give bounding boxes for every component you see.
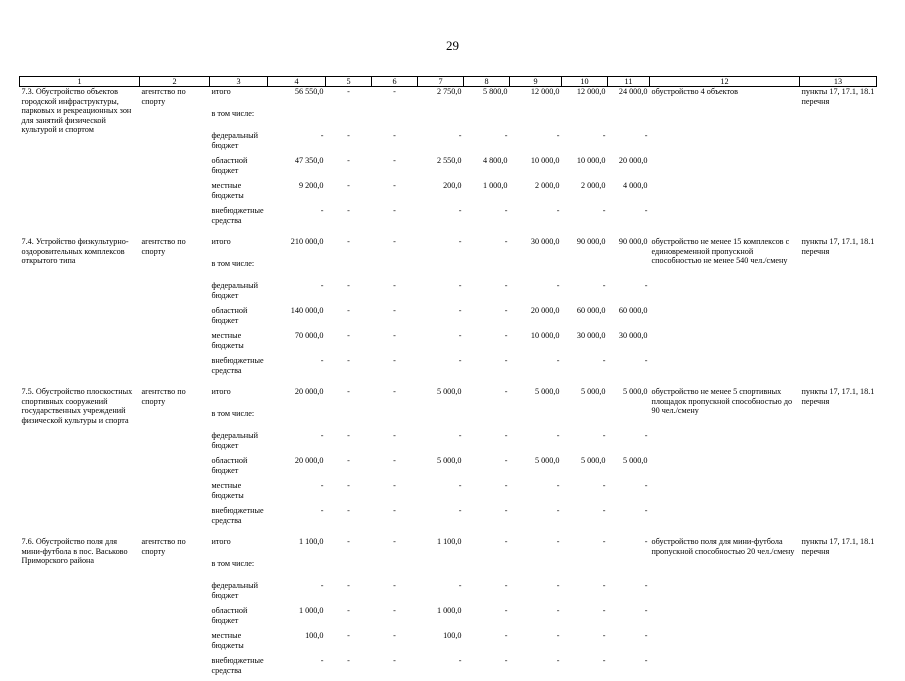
amount-cell: 210 000,0 — [268, 237, 326, 259]
amount-cell — [326, 109, 372, 131]
amount-cell: - — [418, 656, 464, 681]
amount-cell: - — [372, 306, 418, 331]
amount-cell: - — [510, 631, 562, 656]
amount-cell: - — [510, 506, 562, 531]
amount-cell: 60 000,0 — [562, 306, 608, 331]
amount-cell: - — [608, 631, 650, 656]
amount-cell: - — [562, 431, 608, 456]
amount-cell — [372, 259, 418, 281]
column-header: 3 — [210, 77, 268, 87]
amount-cell: - — [562, 206, 608, 231]
amount-cell: - — [326, 656, 372, 681]
amount-cell: - — [464, 131, 510, 156]
amount-cell: - — [418, 131, 464, 156]
amount-cell — [326, 409, 372, 431]
amount-cell: - — [464, 581, 510, 606]
amount-cell: - — [608, 606, 650, 631]
amount-cell: - — [372, 656, 418, 681]
funding-source-cell: местные бюджеты — [210, 331, 268, 356]
amount-cell: 12 000,0 — [562, 87, 608, 110]
funding-source-cell: итого — [210, 537, 268, 559]
measure-name: 7.4. Устройство физкультурно-оздоровительных комплексов открытого типа — [20, 237, 140, 381]
amount-cell: - — [326, 306, 372, 331]
amount-cell: - — [326, 631, 372, 656]
amount-cell — [372, 409, 418, 431]
amount-cell: 100,0 — [418, 631, 464, 656]
amount-cell: - — [562, 506, 608, 531]
amount-cell: - — [372, 356, 418, 381]
funding-source-cell: местные бюджеты — [210, 181, 268, 206]
amount-cell: - — [418, 431, 464, 456]
amount-cell: - — [464, 631, 510, 656]
funding-source-cell: федеральный бюджет — [210, 581, 268, 606]
amount-cell: - — [608, 656, 650, 681]
amount-cell: - — [510, 581, 562, 606]
amount-cell — [510, 109, 562, 131]
funding-source-cell: местные бюджеты — [210, 631, 268, 656]
column-header: 11 — [608, 77, 650, 87]
amount-cell: - — [372, 331, 418, 356]
amount-cell — [418, 109, 464, 131]
amount-cell: - — [608, 281, 650, 306]
amount-cell: - — [608, 481, 650, 506]
amount-cell: 5 000,0 — [510, 456, 562, 481]
amount-cell: - — [326, 237, 372, 259]
amount-cell — [608, 109, 650, 131]
funding-source-cell: в том числе: — [210, 559, 268, 581]
amount-cell — [268, 409, 326, 431]
amount-cell: - — [464, 356, 510, 381]
amount-cell: 24 000,0 — [608, 87, 650, 110]
amount-cell: - — [326, 181, 372, 206]
amount-cell — [562, 109, 608, 131]
amount-cell: 20 000,0 — [268, 456, 326, 481]
amount-cell: 20 000,0 — [510, 306, 562, 331]
column-header: 2 — [140, 77, 210, 87]
funding-source-cell: областной бюджет — [210, 156, 268, 181]
expected-result: обустройство не менее 15 комплексов с единовременной пропускной способностью не менее 540 чел./смену — [650, 237, 800, 381]
amount-cell: - — [464, 481, 510, 506]
amount-cell: - — [510, 431, 562, 456]
amount-cell: - — [562, 537, 608, 559]
amount-cell: - — [326, 356, 372, 381]
amount-cell — [464, 559, 510, 581]
amount-cell — [608, 559, 650, 581]
amount-cell: - — [464, 206, 510, 231]
amount-cell: - — [562, 656, 608, 681]
expected-result: обустройство 4 объектов — [650, 87, 800, 232]
basis-cell: пункты 17, 17.1, 18.1 перечня — [800, 387, 877, 531]
funding-source-cell: итого — [210, 87, 268, 110]
amount-cell: 5 800,0 — [464, 87, 510, 110]
amount-cell: 10 000,0 — [510, 156, 562, 181]
amount-cell: - — [372, 87, 418, 110]
amount-cell: - — [562, 281, 608, 306]
amount-cell: 20 000,0 — [608, 156, 650, 181]
amount-cell: 1 100,0 — [418, 537, 464, 559]
amount-cell: - — [268, 481, 326, 506]
column-header: 6 — [372, 77, 418, 87]
amount-cell: - — [372, 431, 418, 456]
amount-cell: 30 000,0 — [562, 331, 608, 356]
amount-cell: - — [372, 206, 418, 231]
amount-cell: - — [510, 537, 562, 559]
amount-cell: - — [464, 606, 510, 631]
amount-cell: 2 550,0 — [418, 156, 464, 181]
amount-cell: - — [510, 656, 562, 681]
funding-source-cell: итого — [210, 387, 268, 409]
amount-cell — [418, 409, 464, 431]
amount-cell — [562, 259, 608, 281]
expected-result: обустройство не менее 5 спортивных площадок пропускной способностью до 90 чел./смену — [650, 387, 800, 531]
amount-cell: - — [372, 156, 418, 181]
amount-cell — [372, 109, 418, 131]
amount-cell — [608, 259, 650, 281]
amount-cell: - — [372, 281, 418, 306]
amount-cell: 30 000,0 — [510, 237, 562, 259]
amount-cell: - — [608, 431, 650, 456]
amount-cell: - — [608, 506, 650, 531]
funding-source-cell: федеральный бюджет — [210, 431, 268, 456]
amount-cell: 10 000,0 — [510, 331, 562, 356]
agency-cell: агентство по спорту — [140, 87, 210, 232]
column-header: 1 — [20, 77, 140, 87]
amount-cell — [418, 259, 464, 281]
amount-cell: 5 000,0 — [562, 456, 608, 481]
basis-cell: пункты 17, 17.1, 18.1 перечня — [800, 237, 877, 381]
amount-cell: - — [562, 581, 608, 606]
table-row — [20, 87, 877, 110]
amount-cell: 2 000,0 — [562, 181, 608, 206]
funding-source-cell: внебюджетные средства — [210, 506, 268, 531]
amount-cell: - — [268, 581, 326, 606]
amount-cell: - — [464, 387, 510, 409]
amount-cell: - — [372, 181, 418, 206]
amount-cell: - — [326, 456, 372, 481]
amount-cell: 4 000,0 — [608, 181, 650, 206]
amount-cell: 60 000,0 — [608, 306, 650, 331]
amount-cell: - — [372, 606, 418, 631]
amount-cell: - — [372, 131, 418, 156]
amount-cell: - — [562, 356, 608, 381]
amount-cell: 12 000,0 — [510, 87, 562, 110]
amount-cell: - — [464, 237, 510, 259]
amount-cell: - — [510, 356, 562, 381]
amount-cell: - — [418, 356, 464, 381]
amount-cell: - — [562, 606, 608, 631]
amount-cell: - — [608, 206, 650, 231]
amount-cell: - — [326, 481, 372, 506]
amount-cell — [326, 259, 372, 281]
amount-cell: 2 750,0 — [418, 87, 464, 110]
amount-cell: - — [608, 537, 650, 559]
amount-cell: - — [418, 581, 464, 606]
amount-cell: - — [326, 506, 372, 531]
amount-cell: - — [418, 481, 464, 506]
amount-cell: 5 000,0 — [510, 387, 562, 409]
table-row — [20, 237, 877, 259]
amount-cell: 100,0 — [268, 631, 326, 656]
amount-cell — [464, 259, 510, 281]
amount-cell: - — [464, 456, 510, 481]
column-header: 13 — [800, 77, 877, 87]
amount-cell — [418, 559, 464, 581]
column-header: 10 — [562, 77, 608, 87]
amount-cell: - — [418, 281, 464, 306]
measure-name: 7.5. Обустройство плоскостных спортивных сооружений государственных учреждений физической культуры и спорта — [20, 387, 140, 531]
amount-cell: - — [464, 431, 510, 456]
amount-cell: - — [326, 606, 372, 631]
amount-cell: - — [510, 481, 562, 506]
amount-cell: - — [608, 131, 650, 156]
amount-cell: - — [326, 156, 372, 181]
agency-cell: агентство по спорту — [140, 387, 210, 531]
amount-cell: - — [464, 537, 510, 559]
amount-cell: 9 200,0 — [268, 181, 326, 206]
amount-cell: - — [326, 87, 372, 110]
amount-cell — [268, 259, 326, 281]
amount-cell: - — [372, 631, 418, 656]
column-number-row — [20, 77, 877, 87]
funding-source-cell: местные бюджеты — [210, 481, 268, 506]
funding-source-cell: итого — [210, 237, 268, 259]
amount-cell — [268, 109, 326, 131]
funding-source-cell: федеральный бюджет — [210, 131, 268, 156]
amount-cell: 5 000,0 — [608, 456, 650, 481]
amount-cell — [510, 259, 562, 281]
amount-cell: 5 000,0 — [418, 456, 464, 481]
funding-source-cell: федеральный бюджет — [210, 281, 268, 306]
amount-cell: - — [562, 631, 608, 656]
column-header: 4 — [268, 77, 326, 87]
program-table — [19, 76, 877, 681]
amount-cell — [326, 559, 372, 581]
amount-cell: - — [326, 537, 372, 559]
amount-cell: 70 000,0 — [268, 331, 326, 356]
amount-cell: 2 000,0 — [510, 181, 562, 206]
amount-cell: - — [608, 581, 650, 606]
amount-cell: 5 000,0 — [562, 387, 608, 409]
amount-cell: 1 000,0 — [268, 606, 326, 631]
amount-cell: - — [464, 281, 510, 306]
amount-cell: - — [326, 206, 372, 231]
funding-source-cell: в том числе: — [210, 409, 268, 431]
funding-source-cell: в том числе: — [210, 259, 268, 281]
amount-cell: - — [326, 331, 372, 356]
amount-cell: - — [372, 581, 418, 606]
amount-cell: - — [464, 306, 510, 331]
amount-cell: - — [464, 506, 510, 531]
column-header: 8 — [464, 77, 510, 87]
amount-cell: - — [418, 206, 464, 231]
amount-cell: 47 350,0 — [268, 156, 326, 181]
column-header: 12 — [650, 77, 800, 87]
table-body — [20, 87, 877, 681]
page-number: 29 — [0, 38, 905, 54]
amount-cell: - — [372, 506, 418, 531]
amount-cell: - — [562, 481, 608, 506]
table-row — [20, 537, 877, 559]
measure-name: 7.3. Обустройство объектов городской инфраструктуры, парковых и рекреационных зон для занятий физической культурой и спортом — [20, 87, 140, 232]
funding-source-cell: областной бюджет — [210, 606, 268, 631]
amount-cell: 10 000,0 — [562, 156, 608, 181]
funding-source-cell: областной бюджет — [210, 456, 268, 481]
funding-source-cell: внебюджетные средства — [210, 656, 268, 681]
amount-cell: 4 800,0 — [464, 156, 510, 181]
funding-source-cell: областной бюджет — [210, 306, 268, 331]
amount-cell: 30 000,0 — [608, 331, 650, 356]
funding-source-cell: внебюджетные средства — [210, 206, 268, 231]
amount-cell: 90 000,0 — [562, 237, 608, 259]
amount-cell: - — [562, 131, 608, 156]
amount-cell: - — [268, 506, 326, 531]
amount-cell: 5 000,0 — [418, 387, 464, 409]
agency-cell: агентство по спорту — [140, 237, 210, 381]
amount-cell: - — [510, 131, 562, 156]
amount-cell: 1 100,0 — [268, 537, 326, 559]
amount-cell: - — [326, 131, 372, 156]
amount-cell — [372, 559, 418, 581]
column-header: 7 — [418, 77, 464, 87]
funding-source-cell: в том числе: — [210, 109, 268, 131]
amount-cell: - — [326, 281, 372, 306]
amount-cell: - — [372, 537, 418, 559]
amount-cell — [464, 409, 510, 431]
amount-cell: 90 000,0 — [608, 237, 650, 259]
amount-cell: 140 000,0 — [268, 306, 326, 331]
amount-cell: - — [326, 581, 372, 606]
amount-cell: - — [268, 131, 326, 156]
amount-cell: - — [608, 356, 650, 381]
amount-cell — [510, 559, 562, 581]
amount-cell: - — [418, 331, 464, 356]
amount-cell — [510, 409, 562, 431]
table-row — [20, 387, 877, 409]
amount-cell: - — [464, 656, 510, 681]
amount-cell: - — [372, 481, 418, 506]
basis-cell: пункты 17, 17.1, 18.1 перечня — [800, 87, 877, 232]
amount-cell: - — [268, 431, 326, 456]
amount-cell: 20 000,0 — [268, 387, 326, 409]
agency-cell: агентство по спорту — [140, 537, 210, 681]
amount-cell: - — [268, 656, 326, 681]
amount-cell: - — [372, 456, 418, 481]
amount-cell: - — [268, 281, 326, 306]
amount-cell — [268, 559, 326, 581]
amount-cell: - — [510, 281, 562, 306]
amount-cell: - — [418, 506, 464, 531]
amount-cell: - — [464, 331, 510, 356]
amount-cell: 1 000,0 — [418, 606, 464, 631]
measure-name: 7.6. Обустройство поля для мини-футбола в пос. Васьково Приморского района — [20, 537, 140, 681]
column-header: 5 — [326, 77, 372, 87]
amount-cell: - — [418, 237, 464, 259]
amount-cell: - — [510, 206, 562, 231]
expected-result: обустройство поля для мини-футбола пропускной способностью 20 чел./смену — [650, 537, 800, 681]
amount-cell: - — [326, 387, 372, 409]
funding-source-cell: внебюджетные средства — [210, 356, 268, 381]
amount-cell: 56 550,0 — [268, 87, 326, 110]
amount-cell: - — [510, 606, 562, 631]
amount-cell: - — [268, 206, 326, 231]
amount-cell: - — [372, 237, 418, 259]
amount-cell: 1 000,0 — [464, 181, 510, 206]
amount-cell — [464, 109, 510, 131]
amount-cell — [562, 559, 608, 581]
amount-cell: - — [372, 387, 418, 409]
basis-cell: пункты 17, 17.1, 18.1 перечня — [800, 537, 877, 681]
amount-cell: 5 000,0 — [608, 387, 650, 409]
amount-cell: 200,0 — [418, 181, 464, 206]
amount-cell: - — [268, 356, 326, 381]
amount-cell: - — [418, 306, 464, 331]
amount-cell: - — [326, 431, 372, 456]
amount-cell — [562, 409, 608, 431]
column-header: 9 — [510, 77, 562, 87]
amount-cell — [608, 409, 650, 431]
